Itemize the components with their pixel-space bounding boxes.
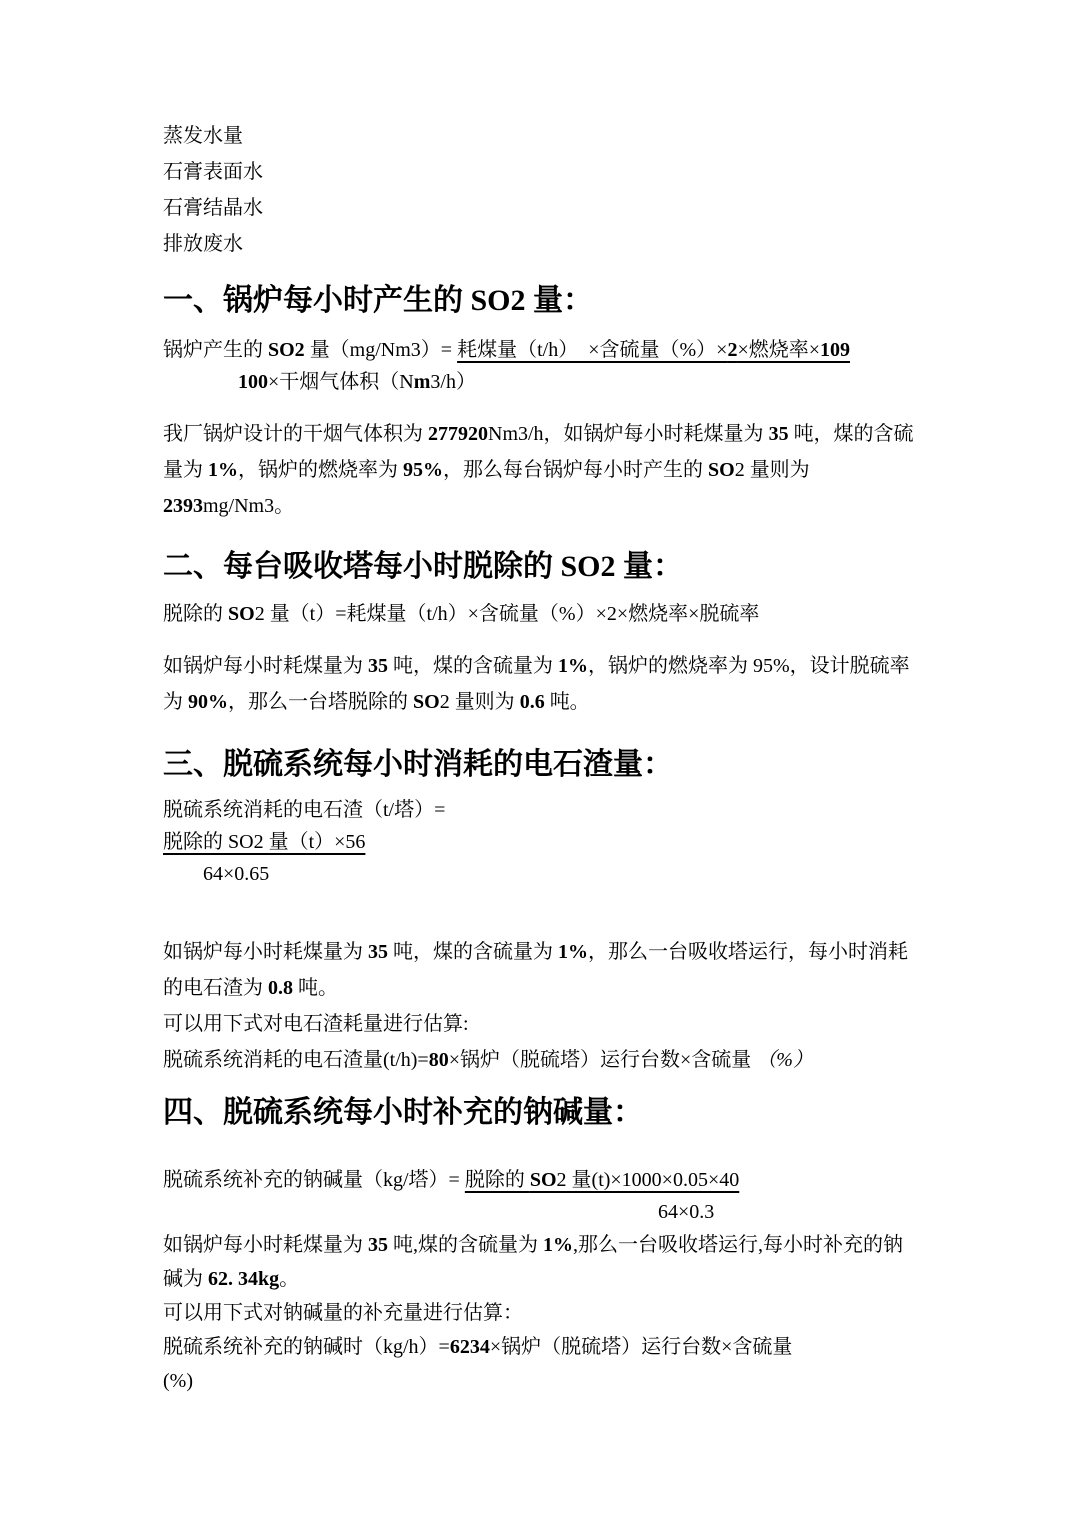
text-segment: 2 量则为 <box>439 691 520 713</box>
text-segment: 脱硫系统补充的钠碱量（kg/塔）= <box>163 1169 465 1191</box>
section-4-heading: 四、脱硫系统每小时补充的钠碱量： <box>163 1096 643 1129</box>
section-1-formula-denominator <box>163 366 920 398</box>
list-item-gypsum-surface-water: 石膏表面水 <box>163 161 263 183</box>
text-segment: 锅炉产生的 <box>163 339 268 361</box>
text-segment: 脱除的 <box>163 603 228 625</box>
text-segment: SO <box>529 1169 557 1191</box>
section-1-paragraph <box>163 416 920 524</box>
text-segment: 277920 <box>428 423 488 445</box>
text-segment: 95% <box>403 459 443 481</box>
text-segment: 3/h） <box>430 371 476 393</box>
text-segment: 吨，煤的含硫量为 <box>388 941 558 963</box>
text-segment: 35 <box>368 941 388 963</box>
text-segment: 0.8 <box>268 977 293 999</box>
text-segment: 脱硫系统补充的钠碱时（kg/h）= <box>163 1336 450 1358</box>
text-segment: 吨，煤的含硫量为 <box>388 655 558 677</box>
document-content <box>163 118 920 1398</box>
text-segment: ，那么一台塔脱除的 <box>228 691 413 713</box>
text-segment: 2 量（t）=耗煤量（t/h）×含硫量（%）×2×燃烧率×脱硫率 <box>254 603 760 625</box>
text-segment: ，那么每台锅炉每小时产生的 <box>443 459 708 481</box>
text-segment: ×锅炉（脱硫塔）运行台数×含硫量 <box>489 1336 793 1358</box>
text-segment: 我厂锅炉设计的干烟气体积为 <box>163 423 428 445</box>
text-segment: 62. 34kg <box>208 1268 280 1290</box>
text-segment: mg/Nm3。 <box>203 495 295 517</box>
section-3-estimate-intro: 可以用下式对电石渣耗量进行估算: <box>163 1013 469 1035</box>
section-3-formula-denominator: 64×0.65 <box>203 863 270 885</box>
text-segment: 脱除的 SO2 量（t）×56 <box>163 831 366 853</box>
text-segment: 吨,煤的含硫量为 <box>388 1234 543 1256</box>
section-4-formula-denominator: 64×0.3 <box>658 1201 715 1223</box>
text-segment: 脱除的 <box>464 1169 530 1191</box>
section-1-formula-numerator <box>163 334 920 366</box>
text-segment: （%） <box>756 1049 813 1071</box>
text-segment: ，锅炉的燃烧率为 95%，设计脱硫率为 <box>163 655 910 713</box>
text-segment: 2393 <box>163 495 203 517</box>
water-balance-list <box>163 118 920 262</box>
section-3-estimate-formula <box>163 1042 920 1078</box>
section-3-formula-intro: 脱硫系统消耗的电石渣（t/塔）= <box>163 799 446 821</box>
text-segment: 1% <box>558 655 588 677</box>
text-segment: 如锅炉每小时耗煤量为 <box>163 1234 368 1256</box>
text-segment: 吨。 <box>293 977 338 999</box>
text-segment: m <box>413 371 431 393</box>
text-segment: 吨。 <box>544 691 590 713</box>
section-2-paragraph <box>163 648 920 720</box>
list-item-gypsum-crystal-water: 石膏结晶水 <box>163 197 263 219</box>
text-segment: 100 <box>238 371 268 393</box>
text-segment: 。 <box>279 1268 300 1290</box>
text-segment: SO <box>413 691 440 713</box>
text-segment: 2 量则为 <box>734 459 815 481</box>
text-segment: ×干烟气体积（N <box>268 371 414 393</box>
section-4-paragraph <box>163 1228 920 1296</box>
text-segment: 90% <box>188 691 228 713</box>
section-2-formula <box>163 598 920 630</box>
text-segment: ×燃烧率× <box>737 339 820 361</box>
text-segment: SO2 <box>268 339 305 361</box>
text-segment: Nm3/h，如锅炉每小时耗煤量为 <box>488 423 769 445</box>
text-segment: ，锅炉的燃烧率为 <box>238 459 403 481</box>
text-segment: 2 <box>727 339 738 361</box>
text-segment: 109 <box>820 339 850 361</box>
text-segment: 如锅炉每小时耗煤量为 <box>163 941 368 963</box>
text-segment: SO <box>228 603 255 625</box>
text-segment: 35 <box>768 423 789 445</box>
section-2-heading: 二、每台吸收塔每小时脱除的 SO2 量： <box>163 550 684 583</box>
section-4-estimate-intro: 可以用下式对钠碱量的补充量进行估算： <box>163 1302 523 1324</box>
text-segment: 0.6 <box>519 691 545 713</box>
text-segment: 1% <box>208 459 238 481</box>
section-1-heading: 一、锅炉每小时产生的 SO2 量： <box>163 284 594 317</box>
text-segment: 35 <box>368 1234 388 1256</box>
text-segment: 如锅炉每小时耗煤量为 <box>163 655 368 677</box>
text-segment: 1% <box>543 1234 573 1256</box>
section-3-formula-numerator <box>163 826 920 858</box>
text-segment: 吨，煤的含硫量为 <box>163 423 914 481</box>
text-segment: 80 <box>428 1049 449 1071</box>
section-4-formula-numerator <box>163 1164 920 1196</box>
section-4-estimate-formula <box>163 1330 920 1364</box>
text-segment: SO <box>708 459 735 481</box>
text-segment: ，那么一台吸收塔运行，每小时消耗的电石渣为 <box>163 941 908 999</box>
list-item-evaporation-water: 蒸发水量 <box>163 125 243 147</box>
text-segment: 35 <box>368 655 388 677</box>
text-segment: 2 量(t)×1000×0.05×40 <box>556 1169 740 1191</box>
text-segment: 量（mg/Nm3）= <box>304 339 458 361</box>
text-segment: 耗煤量（t/h） ×含硫量（%）× <box>457 339 728 361</box>
text-segment: 6234 <box>449 1336 490 1358</box>
section-4-estimate-formula-continuation: (%) <box>163 1370 193 1392</box>
section-3-paragraph <box>163 934 920 1006</box>
text-segment: 脱硫系统消耗的电石渣量(t/h)= <box>163 1049 429 1071</box>
text-segment: 1% <box>558 941 588 963</box>
list-item-discharged-wastewater: 排放废水 <box>163 233 243 255</box>
text-segment: ,那么一台吸收塔运行,每小时补充的钠碱为 <box>163 1234 903 1290</box>
text-segment: ×锅炉（脱硫塔）运行台数×含硫量 <box>448 1049 757 1071</box>
section-3-heading: 三、脱硫系统每小时消耗的电石渣量： <box>163 748 673 781</box>
